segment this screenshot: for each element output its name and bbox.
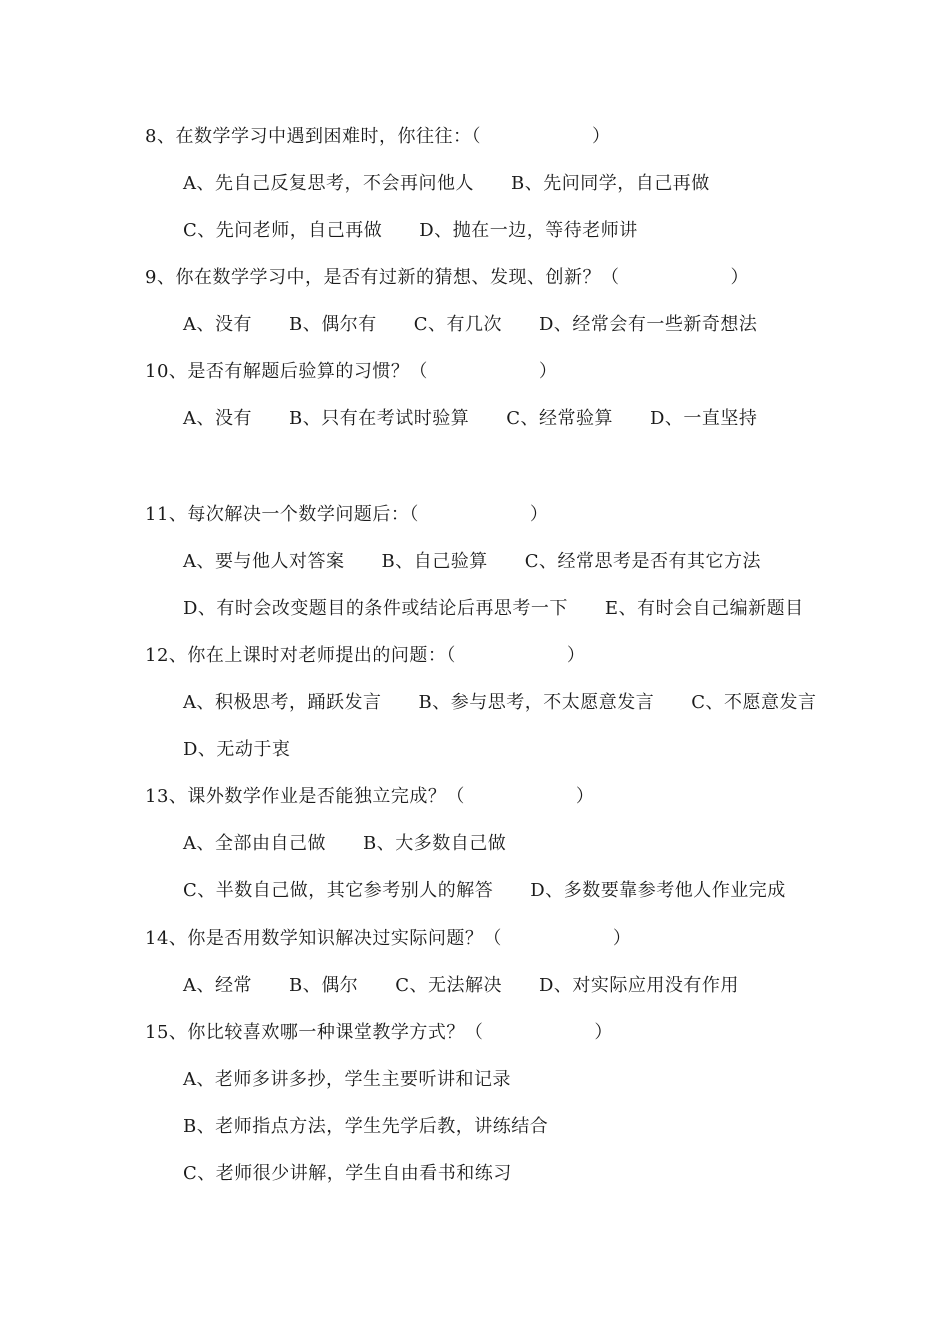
- question-13-options-line-1: A、全部由自己做 B、大多数自己做: [183, 833, 507, 854]
- question-14-options-line-1: A、经常 B、偶尔 C、无法解决 D、对实际应用没有作用: [183, 975, 739, 996]
- question-8-options-line-2: C、先问老师，自己再做 D、抛在一边，等待老师讲: [183, 220, 638, 241]
- question-8-options-line-1: A、先自己反复思考，不会再问他人 B、先问同学，自己再做: [183, 173, 710, 194]
- question-15-options-line-3: C、老师很少讲解，学生自由看书和练习: [183, 1163, 512, 1184]
- question-14: 14、你是否用数学知识解决过实际问题？（ ）: [145, 928, 632, 949]
- question-11-options-line-1: A、要与他人对答案 B、自己验算 C、经常思考是否有其它方法: [183, 551, 761, 572]
- question-8: 8、在数学学习中遇到困难时，你往往：（ ）: [145, 126, 611, 147]
- question-9-options-line-1: A、没有 B、偶尔有 C、有几次 D、经常会有一些新奇想法: [183, 314, 758, 335]
- question-13-options-line-2: C、半数自己做，其它参考别人的解答 D、多数要靠参考他人作业完成: [183, 880, 786, 901]
- question-10-options-line-1: A、没有 B、只有在考试时验算 C、经常验算 D、一直坚持: [183, 408, 758, 429]
- question-12-options-line-2: D、无动于衷: [183, 739, 291, 760]
- question-9: 9、你在数学学习中，是否有过新的猜想、发现、创新？（ ）: [145, 267, 749, 288]
- question-10: 10、是否有解题后验算的习惯？（ ）: [145, 361, 558, 382]
- question-12-options-line-1: A、积极思考，踊跃发言 B、参与思考，不太愿意发言 C、不愿意发言: [183, 692, 817, 713]
- question-11-options-line-2: D、有时会改变题目的条件或结论后再思考一下 E、有时会自己编新题目: [183, 598, 804, 619]
- question-15-options-line-2: B、老师指点方法，学生先学后教，讲练结合: [183, 1116, 549, 1137]
- question-11: 11、每次解决一个数学问题后：（ ）: [145, 504, 549, 525]
- question-12: 12、你在上课时对老师提出的问题：（ ）: [145, 645, 586, 666]
- question-15: 15、你比较喜欢哪一种课堂教学方式？（ ）: [145, 1022, 613, 1043]
- question-13: 13、课外数学作业是否能独立完成？（ ）: [145, 786, 595, 807]
- question-15-options-line-1: A、老师多讲多抄，学生主要听讲和记录: [183, 1069, 511, 1090]
